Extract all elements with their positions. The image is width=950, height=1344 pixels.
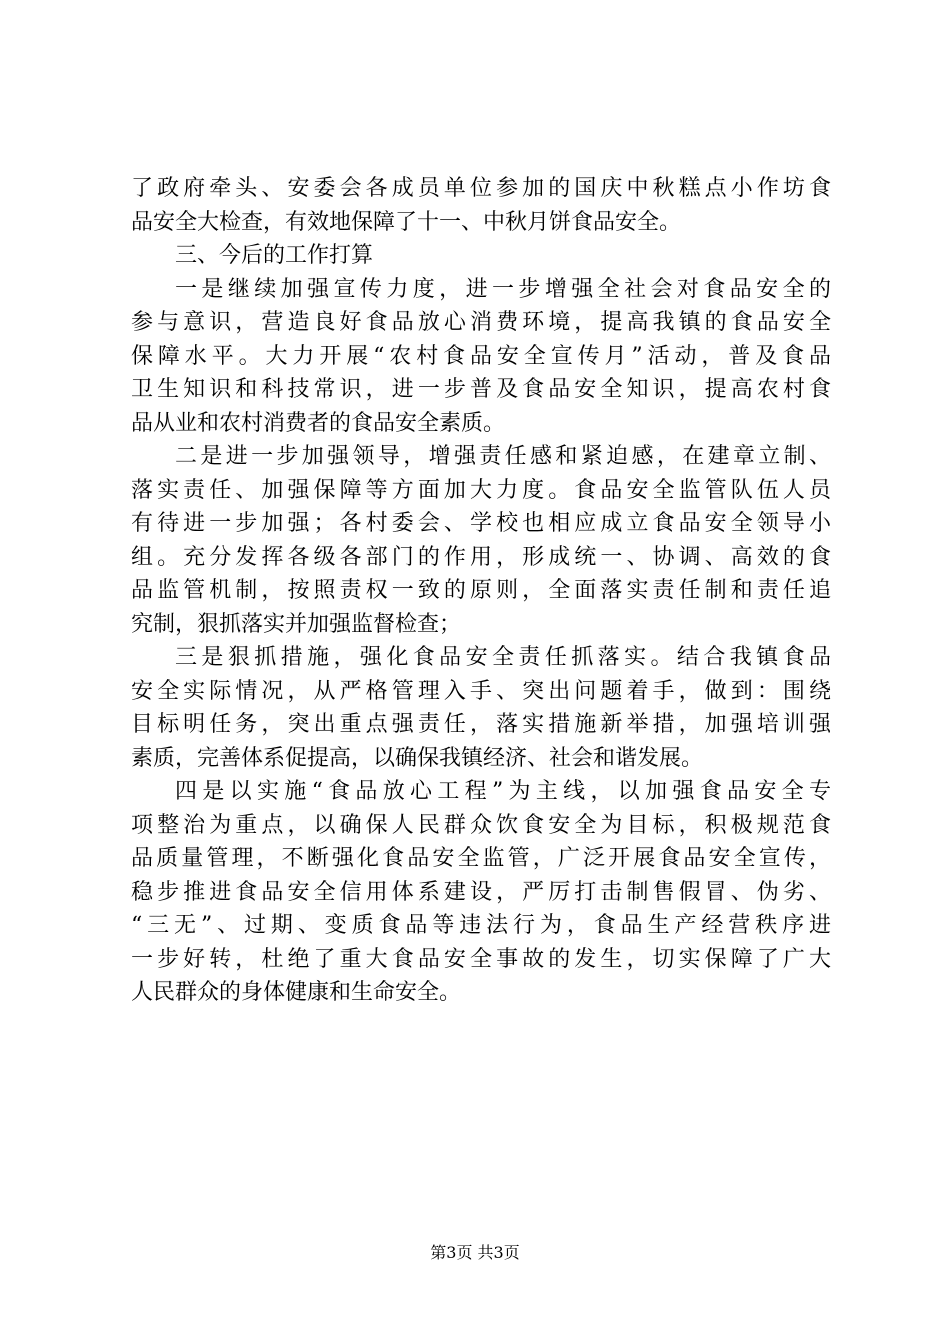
text-line: 落实责任、加强保障等方面加大力度。食品安全监管队伍人员 xyxy=(131,477,831,503)
text-line: 人民群众的身体健康和生命安全。 xyxy=(131,980,462,1005)
text-line: 究制，狠抓落实并加强监督检查； xyxy=(131,611,462,637)
text-line: 素质，完善体系促提高，以确保我镇经济、社会和谐发展。 xyxy=(131,745,704,771)
text-line: 品安全大检查，有效地保障了十一、中秋月饼食品安全。 xyxy=(131,209,682,235)
text-line: 参与意识，营造良好食品放心消费环境，提高我镇的食品安全 xyxy=(131,310,831,335)
text-line: 目标明任务，突出重点强责任，落实措施新举措，加强培训强 xyxy=(131,712,831,737)
text-line: 安全实际情况，从严格管理入手、突出问题着手，做到：围绕 xyxy=(131,678,831,704)
text-line: 有待进一步加强；各村委会、学校也相应成立食品安全领导小 xyxy=(131,511,831,536)
text-line: 保障水平。大力开展“农村食品安全宣传月”活动，普及食品 xyxy=(131,343,831,369)
text-line: 一是继续加强宣传力度，进一步增强全社会对食品安全的 xyxy=(175,276,831,302)
text-line: 项整治为重点，以确保人民群众饮食安全为目标，积极规范食 xyxy=(131,812,831,838)
text-line: 卫生知识和科技常识，进一步普及食品安全知识，提高农村食 xyxy=(131,377,831,402)
text-line: 二是进一步加强领导，增强责任感和紧迫感，在建章立制、 xyxy=(175,444,831,469)
page-footer: 第3页 共3页 xyxy=(430,1243,520,1262)
text-line: 品质量管理，不断强化食品安全监管，广泛开展食品安全宣传， xyxy=(131,846,831,871)
text-line: 三是狠抓措施，强化食品安全责任抓落实。结合我镇食品 xyxy=(175,645,831,670)
section-heading: 三、今后的工作打算 xyxy=(175,243,374,268)
text-line: 品监管机制，按照责权一致的原则，全面落实责任制和责任追 xyxy=(131,578,831,603)
text-line: 品从业和农村消费者的食品安全素质。 xyxy=(131,410,506,436)
text-line: 一步好转，杜绝了重大食品安全事故的发生，切实保障了广大 xyxy=(131,946,831,972)
text-line: 稳步推进食品安全信用体系建设，严厉打击制售假冒、伪劣、 xyxy=(131,879,831,905)
text-line: 组。充分发挥各级各部门的作用，形成统一、协调、高效的食 xyxy=(131,544,831,570)
text-line: 四是以实施“食品放心工程”为主线，以加强食品安全专 xyxy=(175,779,831,804)
text-line: “三无”、过期、变质食品等违法行为，食品生产经营秩序进 xyxy=(131,913,831,938)
body-text xyxy=(131,172,831,1010)
text-line: 了政府牵头、安委会各成员单位参加的国庆中秋糕点小作坊食 xyxy=(131,176,831,201)
